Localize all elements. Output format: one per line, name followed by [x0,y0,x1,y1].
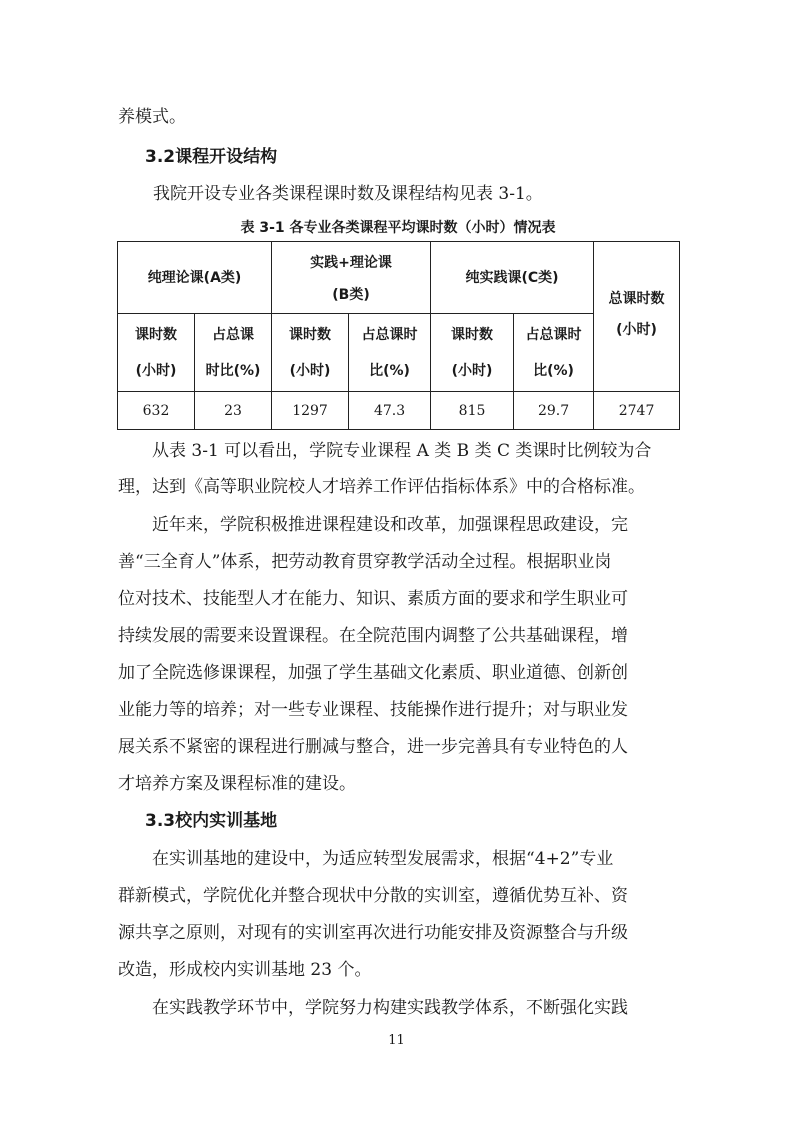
table-subheader-c-ratio [514,314,594,392]
paragraph-line: 从表 3-1 可以看出，学院专业课程 A 类 B 类 C 类课时比例较为合 [118,441,652,461]
subheader-line1: 占总课时 [361,326,418,343]
paragraph-line: 在实训基地的建设中，为适应转型发展需求，根据“4+2”专业 [118,849,614,869]
subheader-line1: 课时数 [289,326,332,343]
paragraph-line: 改造，形成校内实训基地 23 个。 [118,960,372,980]
paragraph-line: 持续发展的需要来设置课程。在全院范围内调整了公共基础课程，增 [118,626,628,646]
section-heading-3-2: 3.2课程开设结构 [145,147,278,167]
paragraph-line: 理，达到《高等职业院校人才培养工作评估指标体系》中的合格标准。 [118,477,645,497]
paragraph-line: 加了全院选修课课程，加强了学生基础文化素质、职业道德、创新创 [118,663,628,683]
cell-c-hours: 815 [431,392,514,430]
subheader-line1: 课时数 [451,326,494,343]
subheader-line2: 比(%) [533,362,574,379]
cell-total-hours: 2747 [594,392,680,430]
subheader-line2: (小时) [135,362,177,379]
subheader-line2: (小时) [451,362,493,379]
table-subheader-c-hours [431,314,514,392]
total-header-unit: (小时) [616,321,657,338]
group-b-label-line2: (B类) [332,286,370,303]
cell-b-hours: 1297 [272,392,349,430]
text-line: 养模式。 [118,107,186,127]
page-number: 11 [388,1033,405,1048]
subheader-line1: 占总课 [212,326,254,343]
total-header-label: 总课时数 [608,290,665,307]
subheader-line2: 比(%) [369,362,410,379]
table-caption: 表 3-1 各专业各类课程平均课时数（小时）情况表 [240,220,556,236]
table-subheader-a-hours [118,314,195,392]
group-c-label: 纯实践课(C类) [465,269,559,286]
paragraph-line: 才培养方案及课程标准的建设。 [118,774,356,794]
paragraph-line: 展关系不紧密的课程进行删减与整合，进一步完善具有专业特色的人 [118,737,628,757]
group-b-label-line1: 实践+理论课 [310,254,392,271]
cell-b-ratio: 47.3 [349,392,431,430]
paragraph-line: 善“三全育人”体系，把劳动教育贯穿教学活动全过程。根据职业岗 [118,552,612,572]
paragraph-line: 近年来，学院积极推进课程建设和改革，加强课程思政建设，完 [118,515,628,535]
paragraph-line: 业能力等的培养；对一些专业课程、技能操作进行提升；对与职业发 [118,700,628,720]
table-subheader-b-hours [272,314,349,392]
table-header-group-c [431,242,594,314]
subheader-line1: 课时数 [135,326,177,343]
table-header-group-b [272,242,431,314]
subheader-line2: (小时) [289,362,331,379]
table-header-total [594,242,680,392]
cell-a-ratio: 23 [195,392,272,430]
paragraph-line: 位对技术、技能型人才在能力、知识、素质方面的要求和学生职业可 [118,589,628,609]
group-a-label: 纯理论课(A类) [147,269,242,286]
table-row [118,392,680,430]
course-hours-table [117,241,680,430]
paragraph-line: 群新模式，学院优化并整合现状中分散的实训室，遵循优势互补、资 [118,886,628,906]
section-intro: 我院开设专业各类课程课时数及课程结构见表 3-1。 [153,184,543,204]
paragraph-line: 在实践教学环节中，学院努力构建实践教学体系，不断强化实践 [118,998,628,1018]
subheader-line2: 时比(%) [205,362,261,379]
cell-c-ratio: 29.7 [514,392,594,430]
cell-a-hours: 632 [118,392,195,430]
table-subheader-a-ratio [195,314,272,392]
table-header-group-a [118,242,272,314]
table-subheader-b-ratio [349,314,431,392]
subheader-line1: 占总课时 [525,326,582,343]
paragraph-line: 源共享之原则，对现有的实训室再次进行功能安排及资源整合与升级 [118,923,628,943]
section-heading-3-3: 3.3校内实训基地 [145,811,278,831]
